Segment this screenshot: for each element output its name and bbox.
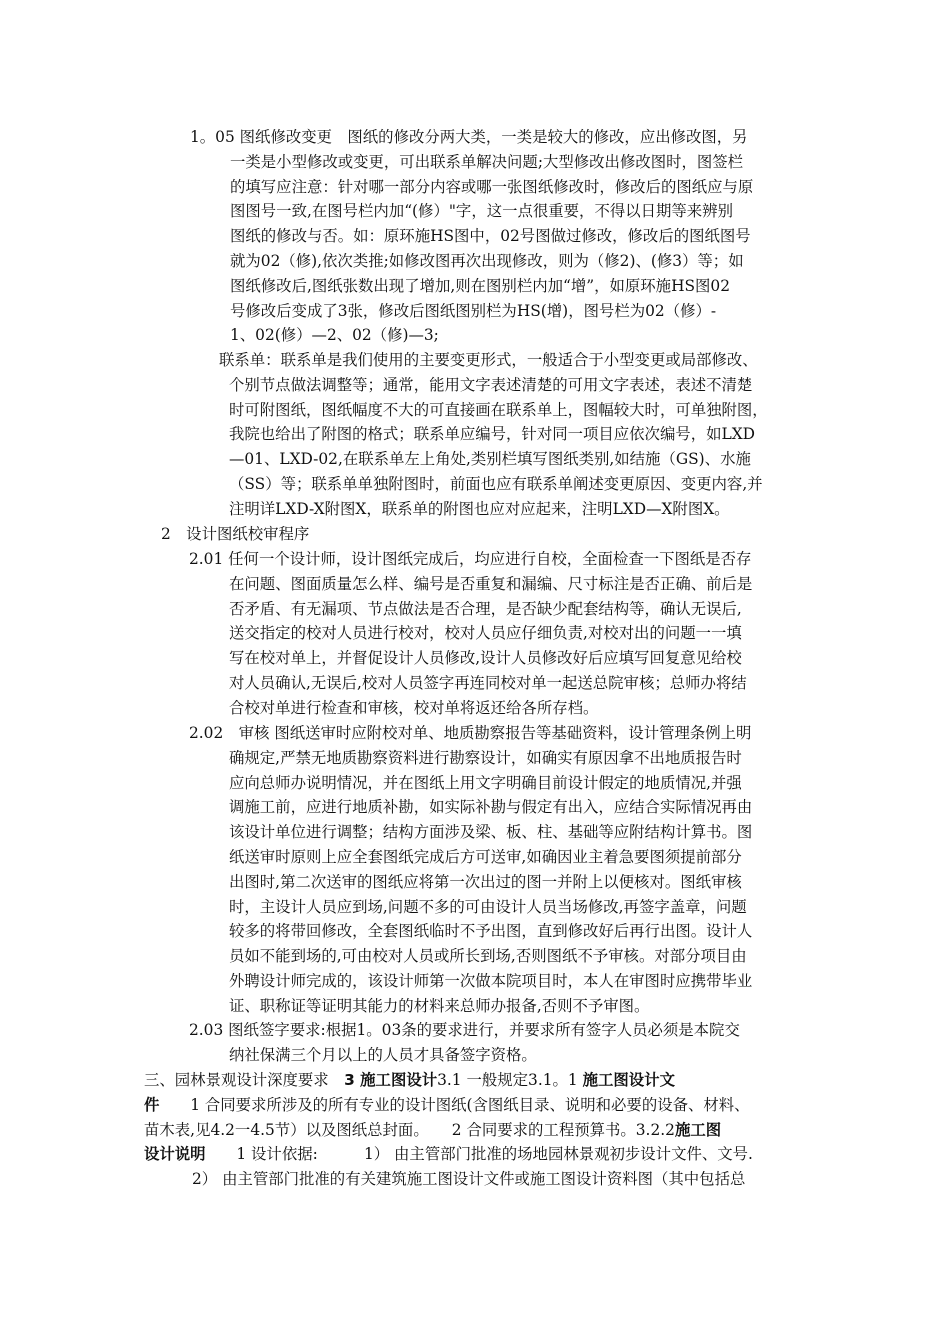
- heading-2: 2 设计图纸校审程序: [161, 525, 310, 543]
- text-line: 在问题、图面质量怎么样、编号是否重复和漏编、尺寸标注是否正确、前后是: [229, 574, 753, 593]
- text-line: [144, 1118, 814, 1143]
- bold-heading: 3 施工图设计: [344, 1071, 438, 1089]
- bold-heading: 施工图设计文: [582, 1071, 675, 1089]
- text-line: 2.03 图纸签字要求:根据1。03条的要求进行，并要求所有签字人员必须是本院交: [189, 1021, 740, 1039]
- part-3-section: [144, 1068, 814, 1192]
- text-line: 时，主设计人员应到场,问题不多的可由设计人员当场修改,再签字盖章，问题: [229, 897, 747, 916]
- text-line: 个别节点做法调整等；通常，能用文字表述清楚的可用文字表述，表述不清楚: [229, 375, 753, 394]
- text-line: 1。05 图纸修改变更 图纸的修改分两大类，一类是较大的修改，应出修改图，另: [190, 128, 748, 146]
- text-line: 合校对单进行检查和审核，校对单将返还给各所存档。: [229, 698, 599, 717]
- text-line: [144, 1068, 814, 1093]
- text-line: 的填写应注意：针对哪一部分内容或哪一张图纸修改时，修改后的图纸应与原: [230, 177, 754, 196]
- inline-text: 1 合同要求所涉及的所有专业的设计图纸(含图纸目录、说明和必要的设备、材料、: [159, 1095, 750, 1114]
- text-line: 确规定,严禁无地质勘察资料进行勘察设计，如确实有原因拿不出地质报告时: [229, 748, 742, 767]
- text-line: 联系单：联系单是我们使用的主要变更形式，一般适合于小型变更或局部修改、: [219, 351, 758, 369]
- section-1-05: [190, 125, 810, 348]
- text-line: 就为02（修),依次类推;如修改图再次出现修改，则为（修2)、(修3）等；如: [230, 251, 744, 270]
- text-line: 出图时,第二次送审的图纸应将第一次出过的图一并附上以便核对。图纸审核: [229, 872, 742, 891]
- bold-heading: 件: [144, 1095, 160, 1114]
- text-line: 对人员确认,无误后,校对人员签字再连同校对单一起送总院审核；总师办将结: [229, 673, 747, 692]
- text-line: 2.02 审核 图纸送审时应附校对单、地质勘察报告等基础资料，设计管理条例上明: [189, 724, 752, 742]
- section-2-01: [189, 547, 809, 721]
- text-line: 图纸的修改与否。如：原环施HS图中，02号图做过修改，修改后的图纸图号: [230, 227, 751, 246]
- section-2-02: [189, 721, 809, 1019]
- text-line: 图图号一致,在图号栏内加“(修）"字，这一点很重要，不得以日期等来辨别: [230, 202, 733, 221]
- bold-heading: 施工图: [674, 1120, 722, 1139]
- text-line: 图纸修改后,图纸张数出现了增加,则在图别栏内加“增”，如原环施HS图02: [230, 276, 731, 295]
- text-line: 纸送审时原则上应全套图纸完成后方可送审,如确因业主着急要图须提前部分: [229, 847, 742, 866]
- text-line: 员如不能到场的,可由校对人员或所长到场,否则图纸不予审核。对部分项目由: [229, 947, 747, 966]
- part-3-title: 三、园林景观设计深度要求: [144, 1071, 345, 1089]
- text-line: 送交指定的校对人员进行校对，校对人员应仔细负责,对校对出的问题一一填: [229, 624, 742, 643]
- inline-text: 苗木表,见4.2一4.5节）以及图纸总封面。 2 合同要求的工程预算书。3.2.2: [144, 1120, 675, 1139]
- liaison-section: [219, 348, 819, 522]
- text-line: 写在校对单上，并督促设计人员修改,设计人员修改好后应填写回复意见给校: [229, 649, 742, 668]
- text-line: 外聘设计师完成的，该设计师第一次做本院项目时，本人在审图时应携带毕业: [229, 971, 753, 990]
- text-line: 证、职称证等证明其能力的材料来总师办报备,否则不予审图。: [229, 996, 650, 1015]
- text-line: 较多的将带回修改，全套图纸临时不予出图，直到修改好后再行出图。设计人: [229, 922, 753, 941]
- text-line: 调施工前，应进行地质补勘，如实际补勘与假定有出入，应结合实际情况再由: [229, 798, 753, 817]
- text-line: —01、LXD-02,在联系单左上角处,类别栏填写图纸类别,如结施（GS)、水施: [229, 450, 751, 469]
- text-line: 应向总师办说明情况，并在图纸上用文字明确目前设计假定的地质情况,并强: [229, 773, 742, 792]
- text-line: 1、02(修）—2、02（修)—3;: [230, 326, 439, 345]
- text-line: 2.01 任何一个设计师，设计图纸完成后，均应进行自校，全面检查一下图纸是否存: [189, 550, 752, 568]
- text-line: 否矛盾、有无漏项、节点做法是否合理，是否缺少配套结构等，确认无误后,: [229, 599, 742, 618]
- text-line: [144, 1142, 814, 1167]
- text-line: （SS）等；联系单单独附图时，前面也应有联系单阐述变更原因、变更内容,并: [229, 474, 763, 493]
- text-line: 一类是小型修改或变更，可出联系单解决问题;大型修改出修改图时，图签栏: [230, 152, 744, 171]
- text-line: 该设计单位进行调整；结构方面涉及梁、板、柱、基础等应附结构计算书。图: [229, 823, 753, 842]
- text-line: 号修改后变成了3张，修改后图纸图别栏为HS(增)，图号栏为02（修）-: [230, 301, 717, 320]
- section-2-03: [189, 1018, 809, 1068]
- text-line: 我院也给出了附图的格式；联系单应编号，针对同一项目应依次编号，如LXD: [229, 425, 756, 444]
- inline-text: 3.1 一般规定3.1。1: [437, 1071, 583, 1089]
- bold-heading: 设计说明: [144, 1145, 206, 1164]
- text-line: 注明详LXD-X附图X，联系单的附图也应对应起来，注明LXD—X附图X。: [229, 499, 730, 518]
- inline-text: 1 设计依据: 1） 由主管部门批准的场地园林景观初步设计文件、文号.: [205, 1145, 753, 1164]
- text-line: 纳社保满三个月以上的人员才具备签字资格。: [229, 1045, 537, 1064]
- text-line: 2） 由主管部门批准的有关建筑施工图设计文件或施工图设计资料图（其中包括总: [192, 1170, 746, 1189]
- text-line: [144, 1093, 814, 1118]
- text-line: 时可附图纸，图纸幅度不大的可直接画在联系单上，图幅较大时，可单独附图，: [229, 400, 768, 419]
